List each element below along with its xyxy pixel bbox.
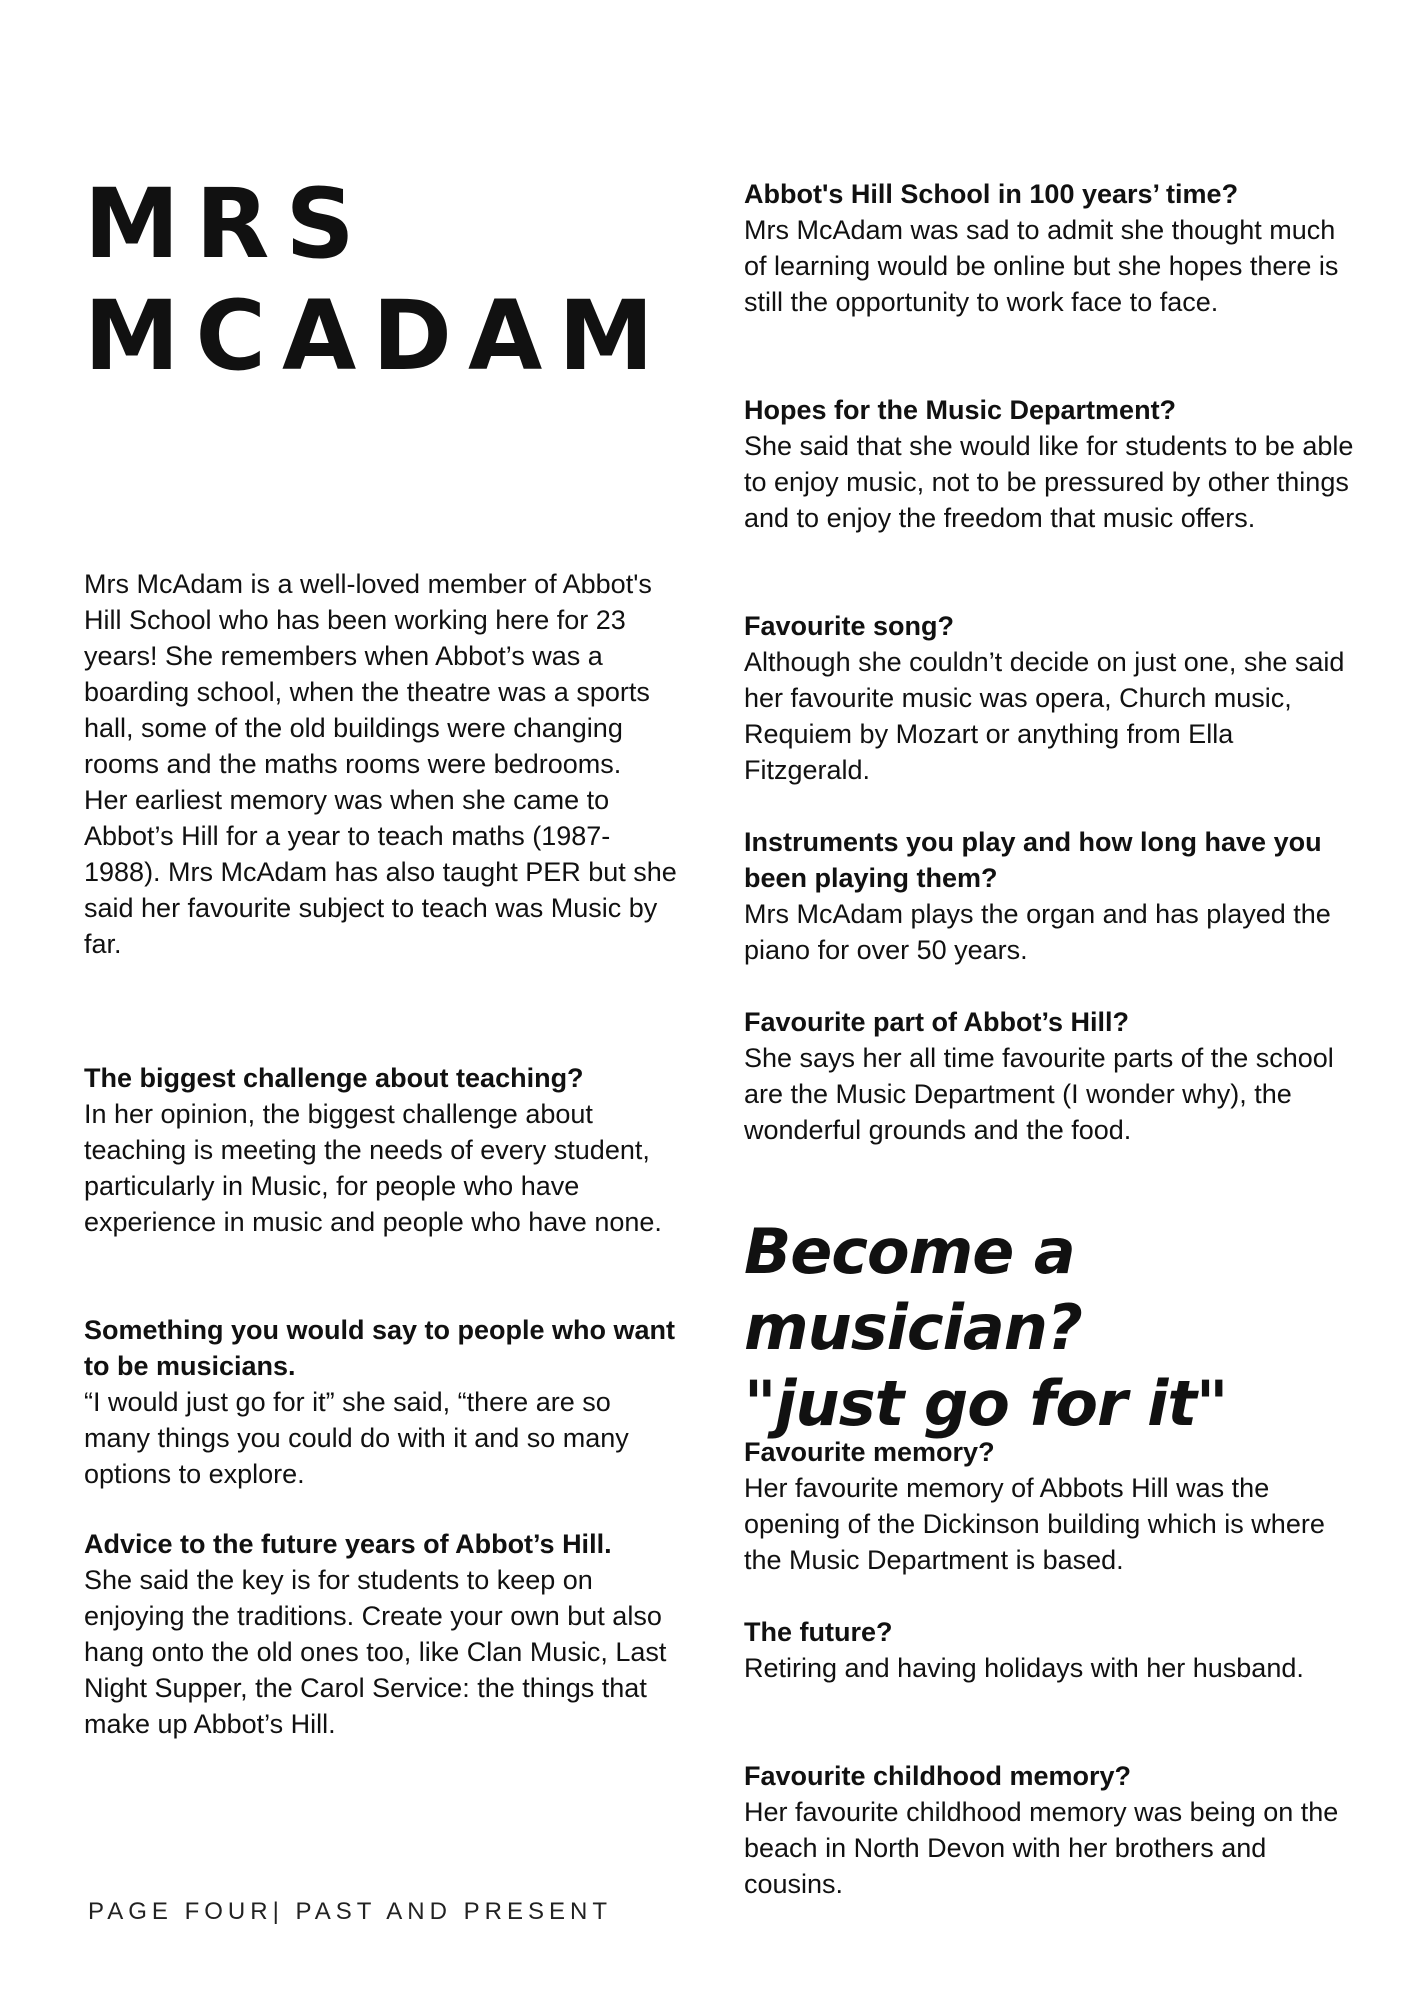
qa-the-future: [744, 1614, 1364, 1686]
answer: She said the key is for students to keep on enjoying the traditions. Create your own but also hang onto the old ones too, like Clan Music, Last Night Supper, the Carol Service: the things that make up Abbot’s Hill.: [84, 1565, 667, 1739]
answer: Although she couldn’t decide on just one, she said her favourite music was opera, Church music, Requiem by Mozart or anything from Ella Fitzgerald.: [744, 647, 1345, 785]
answer: Her favourite childhood memory was being on the beach in North Devon with her brothers and cousins.: [744, 1797, 1339, 1899]
question: Abbot's Hill School in 100 years’ time?: [744, 179, 1239, 209]
question: Advice to the future years of Abbot’s Hill.: [84, 1529, 612, 1559]
question: Favourite song?: [744, 611, 955, 641]
question: The biggest challenge about teaching?: [84, 1063, 584, 1093]
question: Hopes for the Music Department?: [744, 395, 1177, 425]
qa-favourite-memory: [744, 1434, 1364, 1578]
question: Instruments you play and how long have you been playing them?: [744, 827, 1322, 893]
answer: Mrs McAdam plays the organ and has played the piano for over 50 years.: [744, 899, 1331, 965]
answer: In her opinion, the biggest challenge about teaching is meeting the needs of every student, particularly in Music, for people who have experience in music and people who have none.: [84, 1099, 662, 1237]
pull-quote-line-2: "just go for it": [744, 1367, 1228, 1440]
question: Favourite part of Abbot’s Hill?: [744, 1007, 1130, 1037]
title-line-1: MRS: [84, 168, 371, 280]
page-title: [84, 168, 704, 392]
pull-quote-line-1: Become a musician?: [744, 1215, 1082, 1364]
intro-paragraph: Her earliest memory was when she came to Abbot’s Hill for a year to teach maths (1987-1988). Mrs McAdam has also taught PER but she said her favourite subject to teach was Music by far.: [84, 785, 677, 959]
qa-favourite-part: [744, 1004, 1364, 1148]
question: Favourite childhood memory?: [744, 1761, 1132, 1791]
question: Something you would say to people who want to be musicians.: [84, 1315, 676, 1381]
intro-paragraphs: [84, 566, 684, 962]
answer: Retiring and having holidays with her husband.: [744, 1653, 1304, 1683]
qa-music-department: [744, 392, 1364, 536]
answer: She said that she would like for students to be able to enjoy music, not to be pressured by other things and to enjoy the freedom that music offers.: [744, 431, 1354, 533]
question: Favourite memory?: [744, 1437, 995, 1467]
answer: “I would just go for it” she said, “there are so many things you could do with it and so many options to explore.: [84, 1387, 629, 1489]
qa-musicians-advice: [84, 1312, 684, 1492]
qa-favourite-song: [744, 608, 1364, 788]
answer: She says her all time favourite parts of the school are the Music Department (I wonder why), the wonderful grounds and the food.: [744, 1043, 1334, 1145]
page-footer: PAGE FOUR| PAST AND PRESENT: [88, 1898, 612, 1925]
qa-100-years: [744, 176, 1364, 320]
qa-challenge: [84, 1060, 684, 1240]
qa-childhood-memory: [744, 1758, 1364, 1902]
qa-future-years: [84, 1526, 684, 1742]
answer: Mrs McAdam was sad to admit she thought much of learning would be online but she hopes there is still the opportunity to work face to face.: [744, 215, 1339, 317]
question: The future?: [744, 1617, 893, 1647]
pull-quote: [744, 1214, 1384, 1442]
title-line-2: MCADAM: [84, 280, 670, 392]
answer: Her favourite memory of Abbots Hill was the opening of the Dickinson building which is where the Music Department is based.: [744, 1473, 1325, 1575]
qa-instruments: [744, 824, 1364, 968]
intro-paragraph: Mrs McAdam is a well-loved member of Abbot's Hill School who has been working here for 23 years! She remembers when Abbot’s was a boarding school, when the theatre was a sports hall, some of the old buildings were changing rooms and the maths rooms were bedrooms.: [84, 569, 652, 779]
